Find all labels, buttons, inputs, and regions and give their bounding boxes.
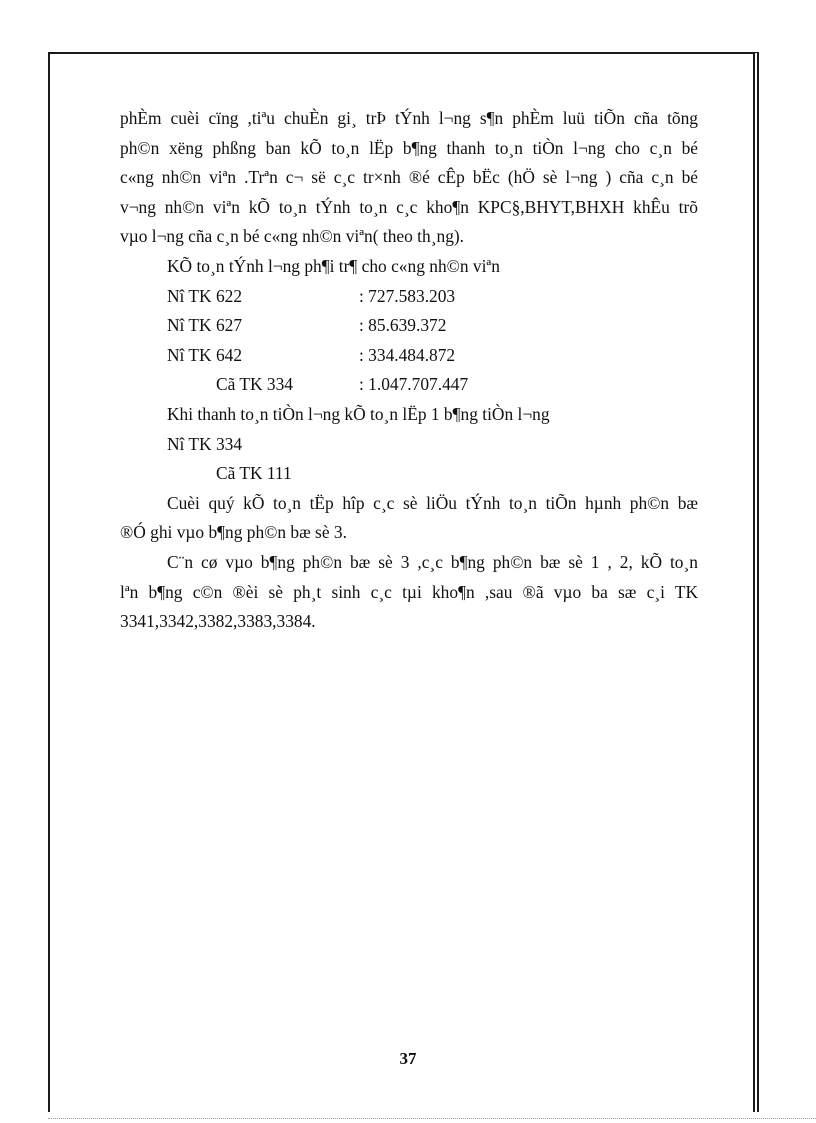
entry-heading-salary-payment: Khi thanh to¸n tiÒn l¬ng kÕ to¸n lËp 1 b¶ng tiÒn l¬ng bbox=[167, 403, 550, 424]
account-amount: : 85.639.372 bbox=[359, 315, 447, 336]
text-line: Cuèi quý kÕ to¸n tËp hîp c¸c sè liÖu tÝnh to¸n tiÕn hµnh ph©n bæ bbox=[167, 492, 698, 513]
journal-row bbox=[167, 282, 698, 312]
paragraph-quarter-end bbox=[120, 489, 698, 548]
entry-heading-salary-payable: KÕ to¸n tÝnh l¬ng ph¶i tr¶ cho c«ng nh©n viªn bbox=[167, 255, 500, 276]
text-line: ph©n xëng phßng ban kÕ to¸n lËp b¶ng thanh to¸n tiÒn l¬ng cho c¸n bé bbox=[120, 137, 698, 158]
account-label: Cã TK 111 bbox=[216, 463, 292, 484]
paragraph-salary-calculation bbox=[120, 104, 698, 252]
account-label: Nî TK 627 bbox=[167, 315, 243, 336]
journal-row bbox=[167, 311, 698, 341]
page-bottom-edge bbox=[48, 1118, 816, 1119]
journal-row bbox=[167, 341, 698, 371]
journal-entry-salary bbox=[120, 282, 698, 400]
journal-entry-payment bbox=[120, 430, 698, 489]
text-line: vµo l¬ng cña c¸n bé c«ng nh©n viªn( theo th¸ng). bbox=[120, 226, 465, 247]
account-amount: : 334.484.872 bbox=[359, 344, 456, 365]
document-body bbox=[120, 104, 698, 637]
text-line: C¨n cø vµo b¶ng ph©n bæ sè 3 ,c¸c b¶ng ph©n bæ sè 1 , 2, kÕ to¸n bbox=[167, 551, 698, 572]
account-amount: : 727.583.203 bbox=[359, 285, 456, 306]
text-line: c«ng nh©n viªn .Trªn c¬ së c¸c tr×nh ®é cÊp bËc (hÖ sè l¬ng ) cña c¸n bé bbox=[120, 167, 698, 188]
account-label: Nî TK 642 bbox=[167, 344, 243, 365]
journal-row bbox=[167, 459, 698, 489]
text-line: phÈm cuèi cïng ,tiªu chuÈn gi¸ trÞ tÝnh l¬ng s¶n phÈm luü tiÕn cña tõng bbox=[120, 108, 698, 128]
account-label: Nî TK 622 bbox=[167, 285, 243, 306]
account-label: Nî TK 334 bbox=[167, 433, 243, 454]
page-number: 37 bbox=[399, 1049, 417, 1068]
account-amount: : 1.047.707.447 bbox=[359, 374, 469, 395]
account-label: Cã TK 334 bbox=[216, 374, 293, 395]
journal-row bbox=[167, 370, 698, 400]
text-line: ®Ó ghi vµo b¶ng ph©n bæ sè 3. bbox=[120, 522, 347, 543]
journal-row bbox=[167, 430, 698, 460]
paragraph-ledger bbox=[120, 548, 698, 637]
text-line: 3341,3342,3382,3383,3384. bbox=[120, 611, 316, 632]
text-line: lªn b¶ng c©n ®èi sè ph¸t sinh c¸c tµi kho¶n ,sau ®ã vµo ba sæ c¸i TK bbox=[120, 581, 698, 602]
text-line: v¬ng nh©n viªn kÕ to¸n tÝnh to¸n c¸c kho¶n KPC§,BHYT,BHXH khÊu trõ bbox=[120, 196, 698, 217]
